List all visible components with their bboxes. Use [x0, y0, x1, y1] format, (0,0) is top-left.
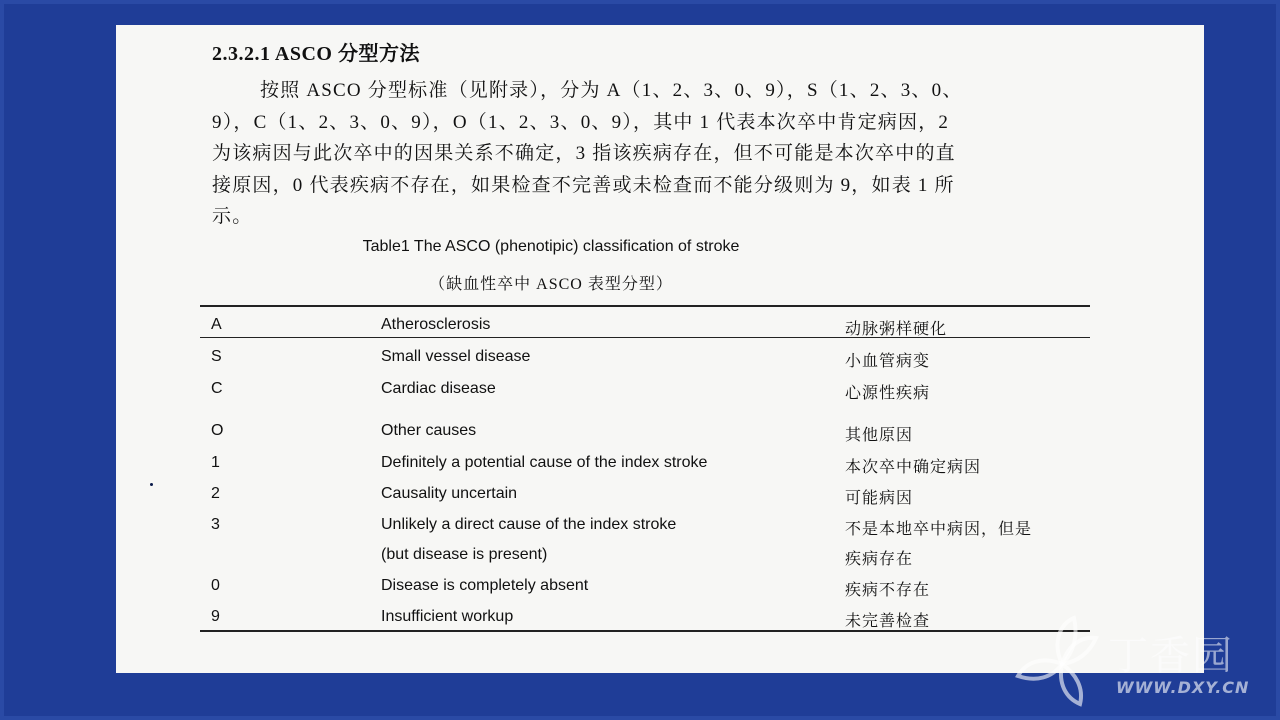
- row-english: Disease is completely absent: [381, 577, 589, 594]
- row-chinese: 不是本地卒中病因，但是: [845, 521, 1033, 538]
- row-chinese: 本次卒中确定病因: [845, 459, 982, 476]
- table-top-rule: [200, 305, 1090, 307]
- row-code: 2: [211, 485, 220, 502]
- row-chinese: 动脉粥样硬化: [845, 321, 948, 338]
- row-english: Other causes: [381, 422, 477, 439]
- row-english: Causality uncertain: [381, 485, 518, 502]
- row-english: Small vessel disease: [381, 348, 531, 365]
- row-english: Definitely a potential cause of the index stroke: [381, 454, 708, 471]
- table-row: [116, 577, 1204, 601]
- row-english: (but disease is present): [381, 546, 548, 563]
- table-row: [116, 546, 1204, 570]
- row-code: S: [211, 348, 222, 365]
- row-chinese: 其他原因: [845, 427, 914, 444]
- table-row: [116, 422, 1204, 446]
- row-chinese: 疾病不存在: [845, 582, 931, 599]
- table-row: [116, 485, 1204, 509]
- watermark-brand: 丁香园: [1108, 633, 1234, 679]
- row-code: O: [211, 422, 224, 439]
- table-row: [116, 348, 1204, 372]
- row-english: Unlikely a direct cause of the index stroke: [381, 516, 677, 533]
- row-english: Atherosclerosis: [381, 316, 491, 333]
- table-caption-zh: （缺血性卒中 ASCO 表型分型）: [429, 276, 673, 293]
- row-chinese: 疾病存在: [845, 551, 914, 568]
- row-code: 1: [211, 454, 220, 471]
- row-chinese: 可能病因: [845, 490, 914, 507]
- row-code: 9: [211, 608, 220, 625]
- document-page: [116, 25, 1204, 673]
- table-row: [116, 380, 1204, 404]
- row-english: Cardiac disease: [381, 380, 496, 397]
- table-row: [116, 316, 1204, 340]
- row-code: A: [211, 316, 222, 333]
- row-chinese: 小血管病变: [845, 353, 931, 370]
- row-code: C: [211, 380, 223, 397]
- row-code: 3: [211, 516, 220, 533]
- table-row: [116, 516, 1204, 540]
- row-code: 0: [211, 577, 220, 594]
- row-chinese: 心源性疾病: [845, 385, 931, 402]
- row-chinese: 未完善检查: [845, 613, 931, 630]
- table-row: [116, 608, 1204, 632]
- table-row: [116, 454, 1204, 478]
- watermark-url: WWW.DXY.CN: [1116, 678, 1250, 697]
- table-caption-en: Table1 The ASCO (phenotipic) classification of stroke: [362, 238, 740, 255]
- section-heading: 2.3.2.1 ASCO 分型方法: [212, 43, 420, 65]
- stray-dot: [150, 483, 153, 486]
- body-paragraph: 按照 ASCO 分型标准（见附录），分为 A（1、2、3、0、9），S（1、2、3、0、9），C（1、2、3、0、9），O（1、2、3、0、9），其中 1 代表本次卒中肯定病因，2 为该病因与此次卒中的因果关系不确定，3 指该疾病存在，但不可能是本次卒中的直接原因，0 代表疾病不存在，如果检查不完善或未检查而不能分级则为 9，如表 1 所示。: [212, 80, 963, 227]
- row-english: Insufficient workup: [381, 608, 514, 625]
